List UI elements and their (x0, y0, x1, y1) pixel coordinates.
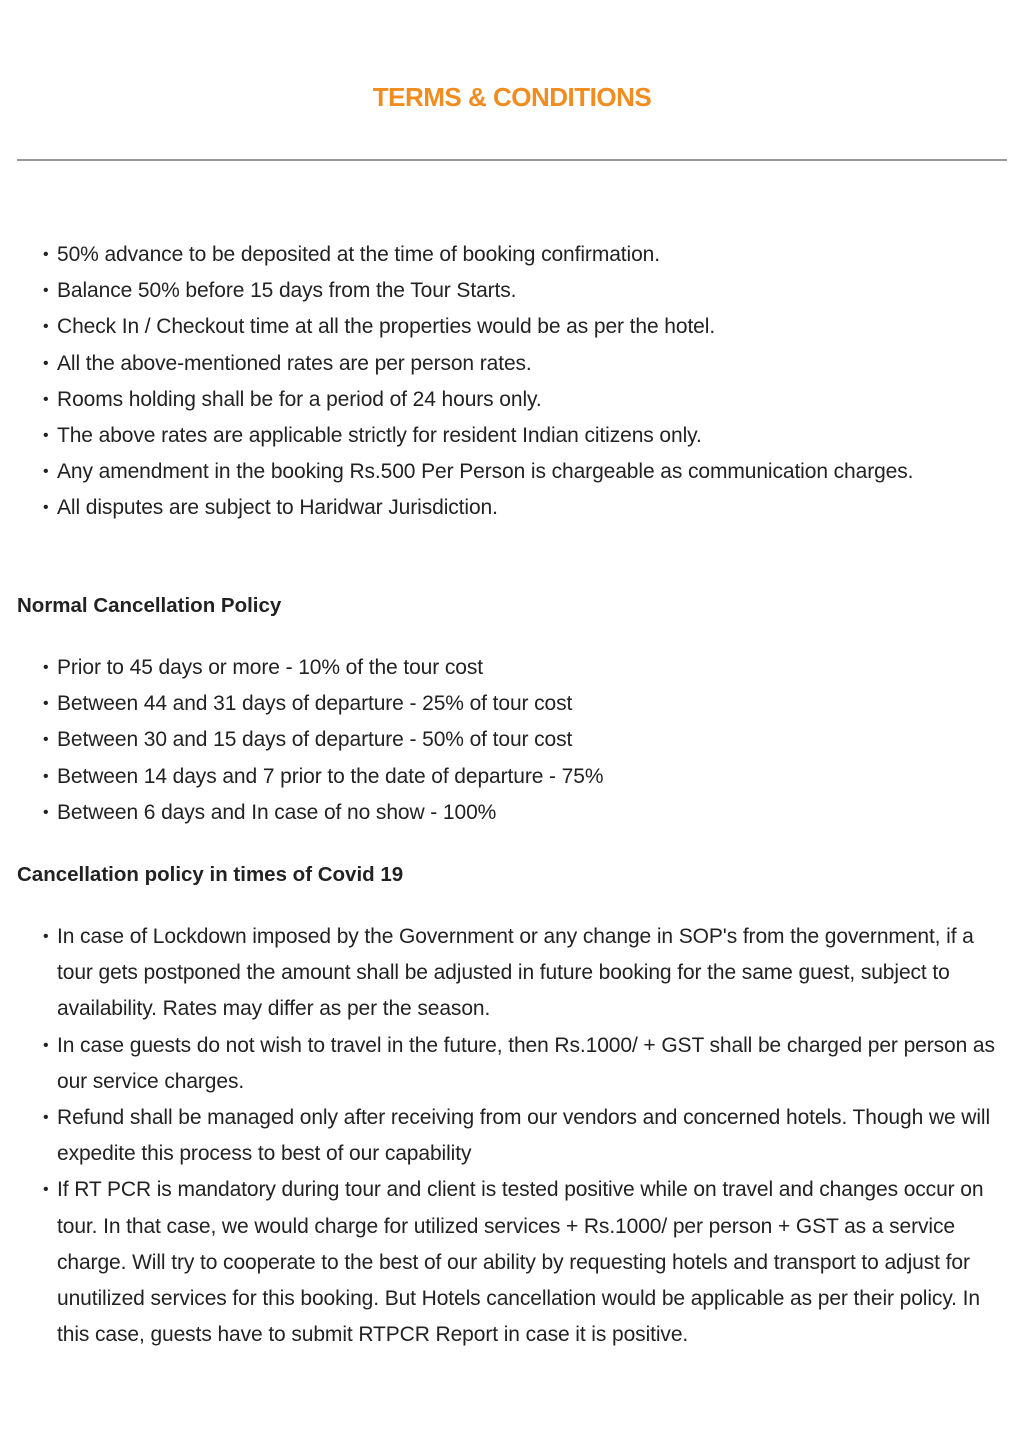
covid-cancellation-list (17, 919, 1009, 1353)
list-item (17, 418, 1009, 454)
list-item-text: The above rates are applicable strictly for resident Indian citizens only. (57, 424, 702, 448)
list-item (17, 722, 1009, 758)
normal-cancellation-heading: Normal Cancellation Policy (17, 594, 282, 617)
bullet-icon: • (43, 1181, 49, 1199)
list-item (17, 490, 1009, 526)
list-item-text: Refund shall be managed only after receiving from our vendors and concerned hotels. Though we will expedite this process to best of our capability (57, 1106, 991, 1166)
covid-cancellation-heading: Cancellation policy in times of Covid 19 (17, 863, 404, 886)
list-item-text: Balance 50% before 15 days from the Tour Starts. (57, 279, 517, 303)
list-item-text: Rooms holding shall be for a period of 24 hours only. (57, 387, 542, 411)
list-item (17, 795, 1009, 831)
list-item-text: Between 30 and 15 days of departure - 50% of tour cost (57, 728, 573, 752)
bullet-icon: • (43, 1109, 49, 1127)
list-item-text: All the above-mentioned rates are per person rates. (57, 351, 532, 375)
list-item-text: All disputes are subject to Haridwar Jurisdiction. (57, 496, 498, 520)
list-item (17, 1100, 1009, 1172)
list-item (17, 237, 1009, 273)
bullet-icon: • (43, 499, 49, 517)
bullet-icon: • (43, 767, 49, 785)
bullet-icon: • (43, 928, 49, 945)
general-terms-list (17, 237, 1009, 527)
bullet-icon: • (43, 282, 49, 300)
list-item (17, 650, 1009, 686)
list-item (17, 273, 1009, 309)
bullet-icon: • (43, 659, 49, 676)
list-item-text: In case of Lockdown imposed by the Government or any change in SOP's from the government, if a tour gets postponed the amount shall be adjusted in future booking for the same guest, subject to availability. Rates may differ as per the season. (57, 925, 974, 1021)
covid-cancellation-section (17, 919, 1009, 1353)
bullet-icon: • (43, 1036, 49, 1054)
list-item-text: Between 44 and 31 days of departure - 25% of tour cost (57, 692, 573, 716)
list-item (17, 346, 1009, 382)
list-item-text: Any amendment in the booking Rs.500 Per Person is chargeable as communication charges. (57, 460, 914, 484)
list-item-text: In case guests do not wish to travel in the future, then Rs.1000/ + GST shall be charged per person as our service charges. (57, 1033, 995, 1093)
list-item-text: 50% advance to be deposited at the time of booking confirmation. (57, 243, 660, 266)
normal-cancellation-section (17, 650, 1009, 831)
list-item (17, 919, 1009, 1028)
bullet-icon: • (43, 390, 49, 408)
bullet-icon: • (43, 354, 49, 372)
bullet-icon: • (43, 803, 49, 821)
title-divider (17, 159, 1007, 161)
general-terms-section (17, 237, 1009, 527)
list-item-text: Between 6 days and In case of no show - 100% (57, 800, 497, 824)
bullet-icon: • (43, 318, 49, 336)
list-item (17, 686, 1009, 722)
list-item (17, 759, 1009, 795)
list-item-text: Check In / Checkout time at all the properties would be as per the hotel. (57, 315, 716, 339)
bullet-icon: • (43, 731, 49, 749)
bullet-icon: • (43, 695, 49, 713)
list-item-text: If RT PCR is mandatory during tour and client is tested positive while on travel and changes occur on tour. In that case, we would charge for utilized services + Rs.1000/ per person + GST as a service charge. Will try to cooperate to the best of our ability by requesting hotels and transport to adjust for unutilized services for this booking. But Hotels cancellation would be applicable as per their policy. In this case, guests have to submit RTPCR Report in case it is positive. (57, 1178, 984, 1347)
list-item (17, 309, 1009, 345)
list-item (17, 454, 1009, 490)
page-title: TERMS & CONDITIONS (372, 82, 652, 112)
normal-cancellation-list (17, 650, 1009, 831)
bullet-icon: • (43, 246, 49, 263)
list-item (17, 382, 1009, 418)
list-item (17, 1028, 1009, 1100)
bullet-icon: • (43, 463, 49, 481)
bullet-icon: • (43, 427, 49, 445)
list-item (17, 1172, 1009, 1353)
list-item-text: Between 14 days and 7 prior to the date of departure - 75% (57, 764, 604, 788)
list-item-text: Prior to 45 days or more - 10% of the tour cost (57, 656, 483, 679)
